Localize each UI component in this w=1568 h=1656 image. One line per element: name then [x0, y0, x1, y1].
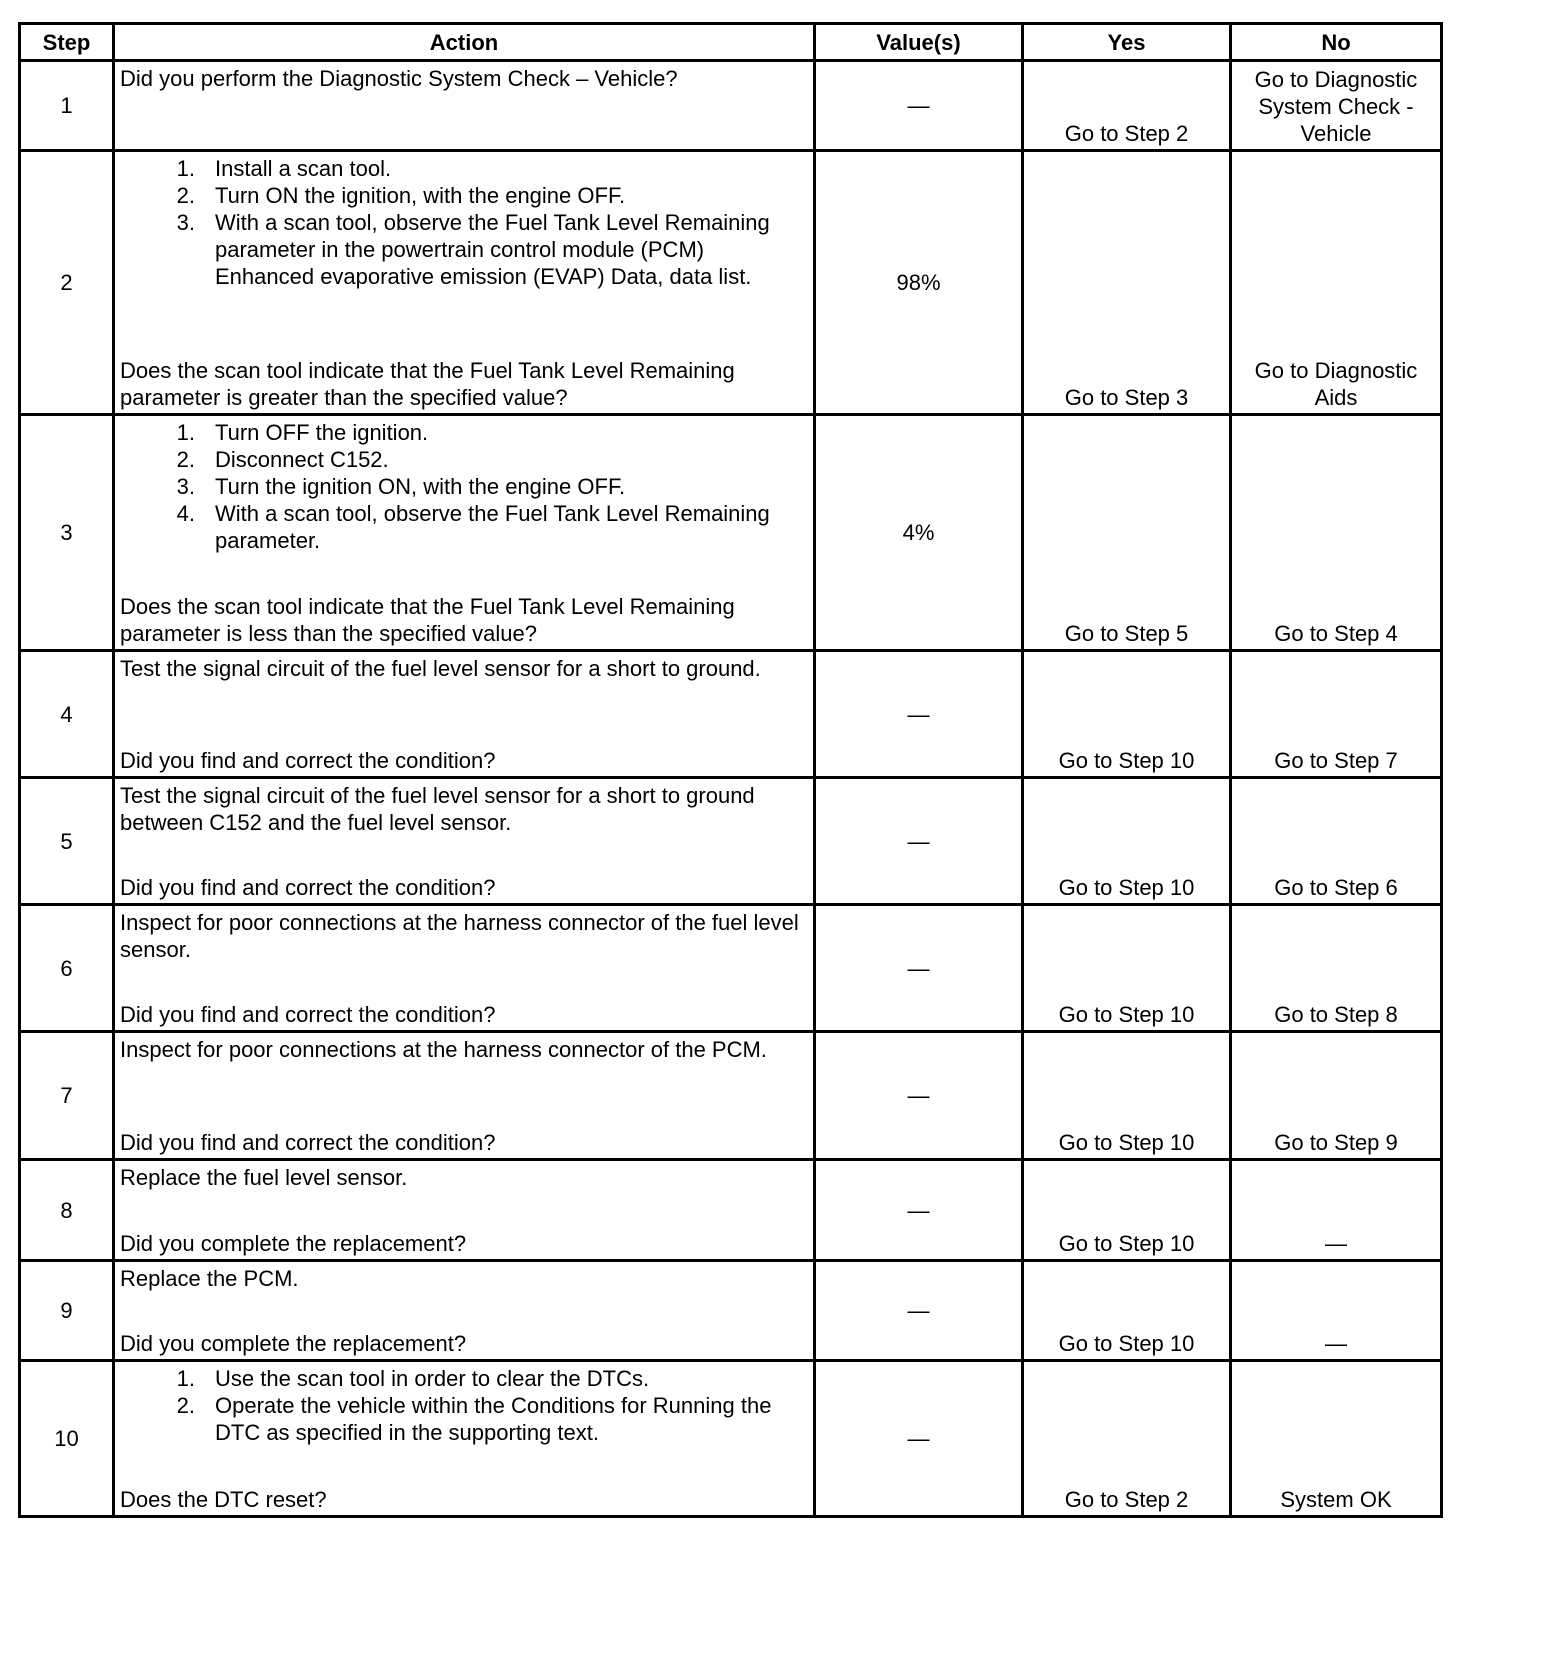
no-cell: Go to Step 7: [1231, 651, 1442, 778]
header-no: No: [1231, 24, 1442, 61]
action-cell: [114, 1160, 815, 1261]
table-row: [20, 415, 1442, 651]
table-row: [20, 778, 1442, 905]
action-question: Did you find and correct the condition?: [120, 1130, 496, 1155]
table-row: [20, 1032, 1442, 1160]
list-item: 2. Turn ON the ignition, with the engine OFF.: [120, 182, 809, 209]
yes-cell: Go to Step 10: [1023, 1261, 1231, 1361]
action-text: Replace the fuel level sensor.: [120, 1165, 408, 1190]
action-question: Does the scan tool indicate that the Fuel Tank Level Remaining parameter is less than the specified value?: [120, 594, 735, 646]
yes-cell: Go to Step 10: [1023, 778, 1231, 905]
step-number: 3: [20, 415, 114, 651]
value-cell: —: [815, 61, 1023, 151]
header-step: Step: [20, 24, 114, 61]
action-cell: [114, 905, 815, 1032]
step-number: 2: [20, 151, 114, 415]
action-question: Did you find and correct the condition?: [120, 1002, 496, 1027]
table-row: [20, 651, 1442, 778]
table-row: [20, 1261, 1442, 1361]
yes-cell: Go to Step 10: [1023, 1160, 1231, 1261]
action-question: Does the scan tool indicate that the Fuel Tank Level Remaining parameter is greater than the specified value?: [120, 358, 735, 410]
action-cell: [114, 61, 815, 151]
action-question: Did you find and correct the condition?: [120, 875, 496, 900]
list-item: 2. Disconnect C152.: [120, 446, 809, 473]
list-item-text: Disconnect C152.: [215, 447, 389, 472]
value-cell: —: [815, 651, 1023, 778]
value-cell: —: [815, 778, 1023, 905]
list-item: 1. Turn OFF the ignition.: [120, 419, 809, 446]
action-text: Replace the PCM.: [120, 1266, 299, 1291]
yes-cell: Go to Step 10: [1023, 905, 1231, 1032]
action-cell: [114, 151, 815, 415]
value-cell: —: [815, 1261, 1023, 1361]
step-number: 8: [20, 1160, 114, 1261]
action-question: Does the DTC reset?: [120, 1487, 327, 1512]
header-action: Action: [114, 24, 815, 61]
table-row: [20, 151, 1442, 415]
action-question: Did you complete the replacement?: [120, 1231, 467, 1256]
action-text: Did you perform the Diagnostic System Check – Vehicle?: [120, 66, 678, 91]
action-cell: [114, 651, 815, 778]
no-cell: —: [1231, 1160, 1442, 1261]
list-item: 1. Use the scan tool in order to clear the DTCs.: [120, 1365, 809, 1392]
list-item: 3. Turn the ignition ON, with the engine OFF.: [120, 473, 809, 500]
yes-cell: Go to Step 2: [1023, 61, 1231, 151]
action-cell: [114, 778, 815, 905]
step-number: 10: [20, 1361, 114, 1517]
value-cell: —: [815, 905, 1023, 1032]
table-row: [20, 905, 1442, 1032]
header-values: Value(s): [815, 24, 1023, 61]
instruction-list: [120, 155, 809, 290]
no-cell: Go to Step 6: [1231, 778, 1442, 905]
value-cell: 4%: [815, 415, 1023, 651]
value-cell: 98%: [815, 151, 1023, 415]
no-cell: —: [1231, 1261, 1442, 1361]
table-row: [20, 1361, 1442, 1517]
list-item-text: Install a scan tool.: [215, 156, 392, 181]
list-item: 1. Install a scan tool.: [120, 155, 809, 182]
list-item-text: Turn OFF the ignition.: [215, 420, 429, 445]
list-item-text: Turn the ignition ON, with the engine OFF.: [215, 474, 626, 499]
action-text: Inspect for poor connections at the harness connector of the fuel level sensor.: [120, 910, 799, 962]
step-number: 1: [20, 61, 114, 151]
table-row: [20, 1160, 1442, 1261]
action-question: Did you find and correct the condition?: [120, 748, 496, 773]
step-number: 4: [20, 651, 114, 778]
list-item-text: With a scan tool, observe the Fuel Tank Level Remaining parameter in the powertrain control module (PCM) Enhanced evaporative emission (EVAP) Data, data list.: [215, 210, 770, 289]
list-item-text: Turn ON the ignition, with the engine OFF.: [215, 183, 626, 208]
table-row: [20, 61, 1442, 151]
step-number: 5: [20, 778, 114, 905]
action-text: Test the signal circuit of the fuel level sensor for a short to ground.: [120, 656, 761, 681]
action-text: Inspect for poor connections at the harness connector of the PCM.: [120, 1037, 767, 1062]
action-question: Did you complete the replacement?: [120, 1331, 467, 1356]
yes-cell: Go to Step 2: [1023, 1361, 1231, 1517]
header-yes: Yes: [1023, 24, 1231, 61]
no-cell: Go to Diagnostic System Check - Vehicle: [1231, 61, 1442, 151]
yes-cell: Go to Step 10: [1023, 1032, 1231, 1160]
step-number: 7: [20, 1032, 114, 1160]
action-cell: [114, 1261, 815, 1361]
value-cell: —: [815, 1032, 1023, 1160]
no-cell: System OK: [1231, 1361, 1442, 1517]
diagnostic-table: [18, 22, 1443, 1518]
action-cell: [114, 1032, 815, 1160]
yes-cell: Go to Step 3: [1023, 151, 1231, 415]
value-cell: —: [815, 1361, 1023, 1517]
step-number: 6: [20, 905, 114, 1032]
yes-cell: Go to Step 5: [1023, 415, 1231, 651]
header-row: [20, 24, 1442, 61]
instruction-list: [120, 1365, 809, 1446]
instruction-list: [120, 419, 809, 554]
list-item-text: Use the scan tool in order to clear the DTCs.: [215, 1366, 650, 1391]
action-text: Test the signal circuit of the fuel level sensor for a short to ground between C152 and the fuel level sensor.: [120, 783, 755, 835]
no-cell: Go to Step 4: [1231, 415, 1442, 651]
action-cell: [114, 415, 815, 651]
list-item: 4. With a scan tool, observe the Fuel Tank Level Remaining parameter.: [120, 500, 809, 554]
action-cell: [114, 1361, 815, 1517]
list-item: 3. With a scan tool, observe the Fuel Tank Level Remaining parameter in the powertrain control module (PCM) Enhanced evaporative emission (EVAP) Data, data list.: [120, 209, 809, 290]
yes-cell: Go to Step 10: [1023, 651, 1231, 778]
no-cell: Go to Diagnostic Aids: [1231, 151, 1442, 415]
list-item-text: Operate the vehicle within the Conditions for Running the DTC as specified in the supporting text.: [215, 1393, 772, 1445]
no-cell: Go to Step 9: [1231, 1032, 1442, 1160]
list-item-text: With a scan tool, observe the Fuel Tank Level Remaining parameter.: [215, 501, 770, 553]
step-number: 9: [20, 1261, 114, 1361]
value-cell: —: [815, 1160, 1023, 1261]
no-cell: Go to Step 8: [1231, 905, 1442, 1032]
list-item: 2. Operate the vehicle within the Conditions for Running the DTC as specified in the supporting text.: [120, 1392, 809, 1446]
